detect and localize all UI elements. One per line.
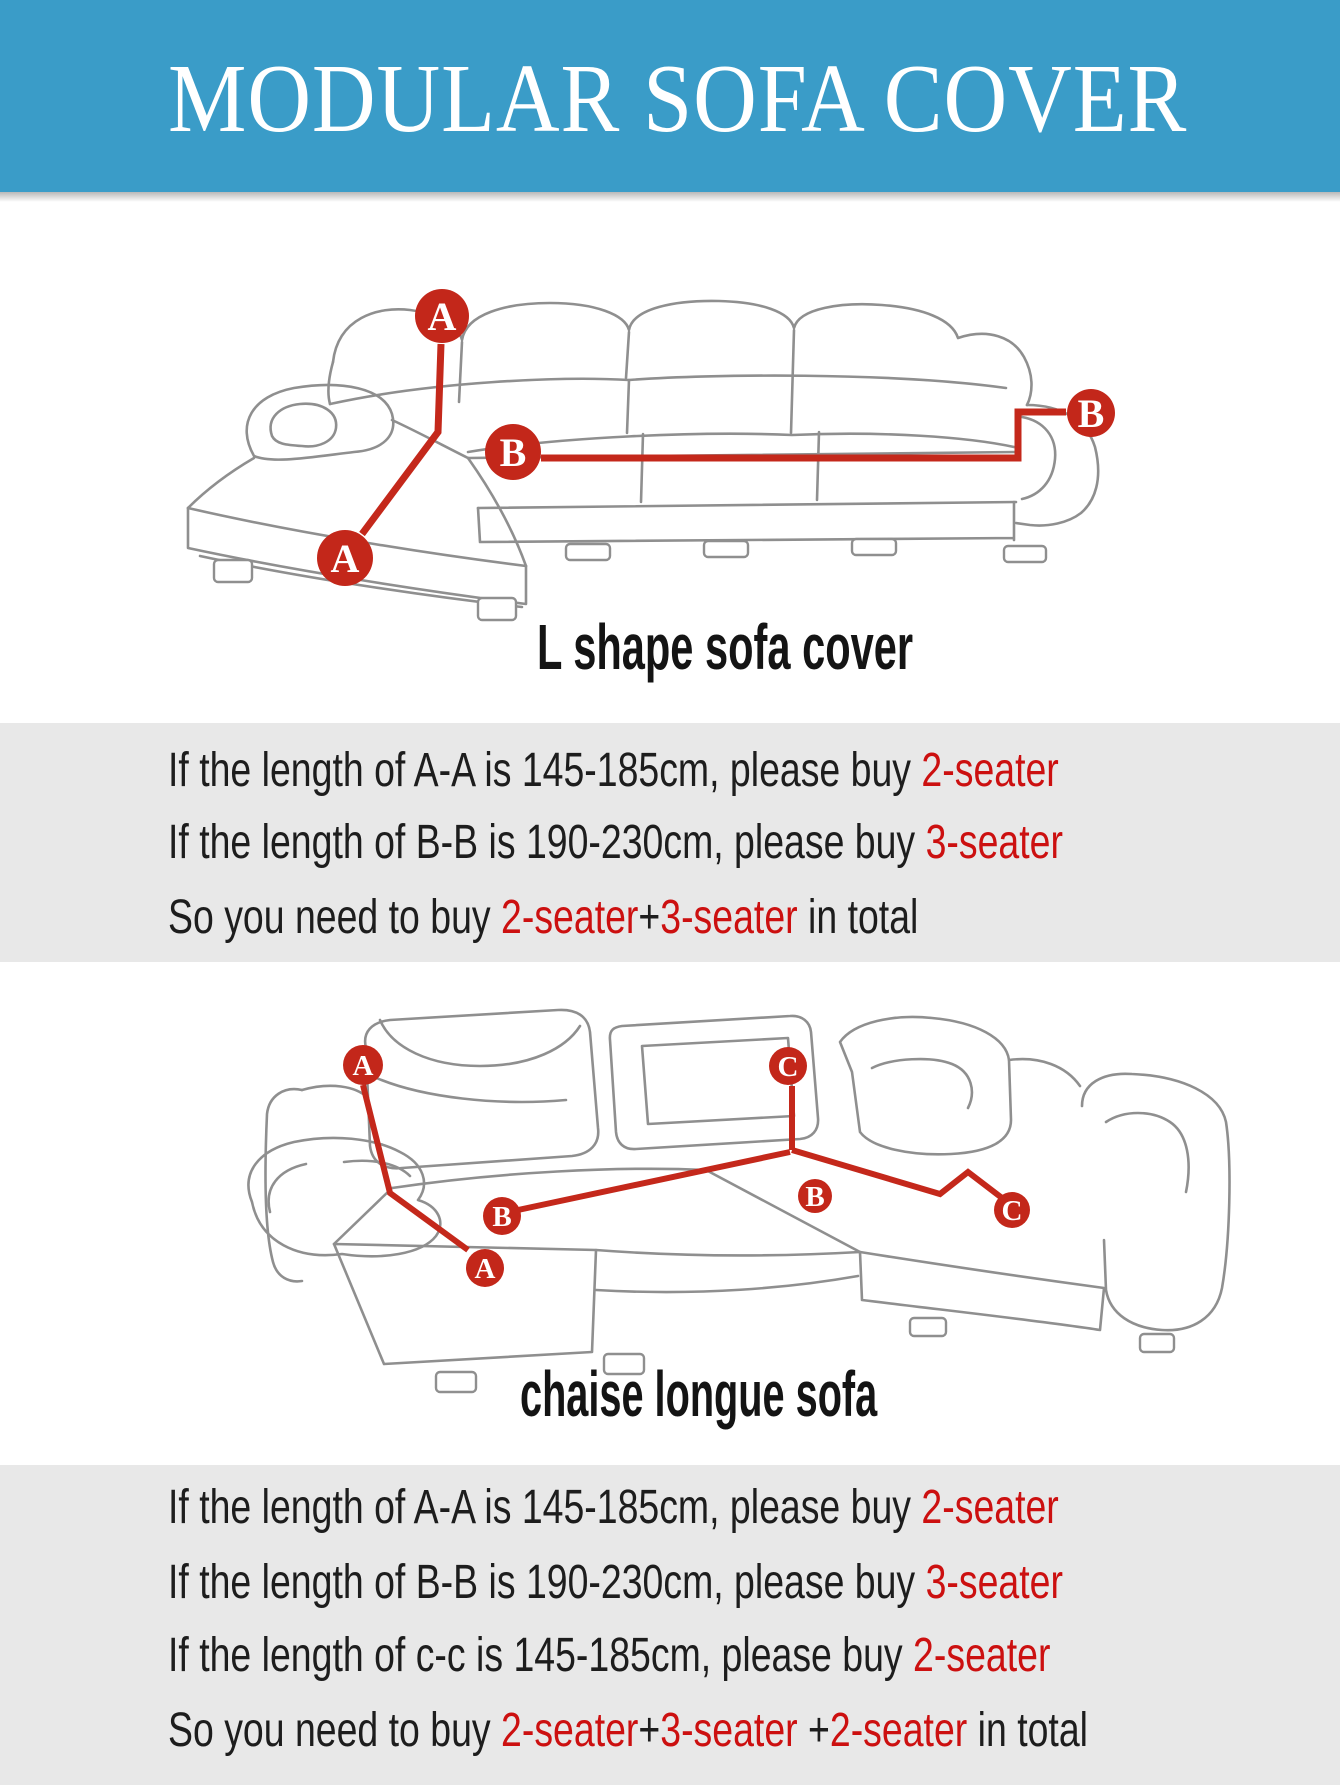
rule-highlight: 2-seater [921, 744, 1059, 797]
l-shape-caption: L shape sofa cover [537, 611, 914, 683]
marker-b-right [798, 1179, 832, 1213]
marker-a-top [415, 289, 469, 343]
marker-a-bottom [317, 530, 373, 586]
rule-line [168, 744, 1059, 797]
rule-line [168, 1556, 1063, 1609]
marker-a-bottom [466, 1249, 504, 1287]
marker-b-left [485, 424, 541, 480]
marker-b-left [483, 1197, 521, 1235]
chaise-longue-sizing-rules [0, 1465, 1340, 1785]
page-title: MODULAR SOFA COVER [168, 45, 1188, 153]
rule-highlight: 2-seater [829, 1704, 968, 1757]
svg-text:B: B [1077, 391, 1105, 436]
svg-text:B: B [492, 1201, 512, 1233]
svg-text:A: A [330, 536, 360, 581]
rule-line [168, 1704, 1088, 1757]
rule-text: If the length of c-c is 145-185cm, please buy [168, 1629, 914, 1682]
rule-text: in total [967, 1704, 1088, 1757]
rule-text: in total [797, 891, 919, 944]
rule-highlight: 3-seater [660, 1704, 798, 1757]
chaise-longue-sofa-drawing [248, 1010, 1229, 1392]
rule-text: + [638, 891, 661, 944]
rule-line [168, 816, 1063, 869]
rule-text: If the length of A-A is 145-185cm, please buy [168, 1481, 922, 1534]
marker-c-bottom [994, 1192, 1030, 1228]
rule-line [168, 1629, 1051, 1682]
l-shape-sizing-rules [0, 723, 1340, 962]
svg-text:C: C [1001, 1195, 1023, 1227]
rule-highlight: 2-seater [913, 1629, 1051, 1682]
rule-highlight: 3-seater [925, 1556, 1063, 1609]
rule-highlight: 3-seater [660, 891, 798, 944]
rule-highlight: 3-seater [925, 816, 1063, 869]
svg-text:C: C [777, 1051, 799, 1083]
svg-text:A: A [474, 1253, 496, 1285]
rule-text: If the length of B-B is 190-230cm, please buy [168, 816, 926, 869]
rule-text: So you need to buy [168, 891, 502, 944]
rule-text: If the length of B-B is 190-230cm, please buy [168, 1556, 926, 1609]
svg-text:B: B [499, 430, 527, 475]
rule-text: If the length of A-A is 145-185cm, please buy [168, 744, 922, 797]
rule-text: So you need to buy [168, 1704, 502, 1757]
rule-highlight: 2-seater [501, 1704, 639, 1757]
svg-text:B: B [805, 1181, 825, 1213]
marker-c-top [769, 1047, 807, 1085]
rule-line [168, 891, 919, 944]
svg-text:A: A [427, 294, 457, 339]
rule-highlight: 2-seater [921, 1481, 1059, 1534]
rule-line [168, 1481, 1059, 1534]
marker-a-top [343, 1045, 383, 1085]
svg-text:A: A [352, 1050, 374, 1082]
rule-text: + [638, 1704, 661, 1757]
marker-b-right [1067, 389, 1115, 437]
chaise-longue-caption: chaise longue sofa [520, 1358, 878, 1430]
rule-highlight: 2-seater [501, 891, 639, 944]
rule-text: + [797, 1704, 830, 1757]
